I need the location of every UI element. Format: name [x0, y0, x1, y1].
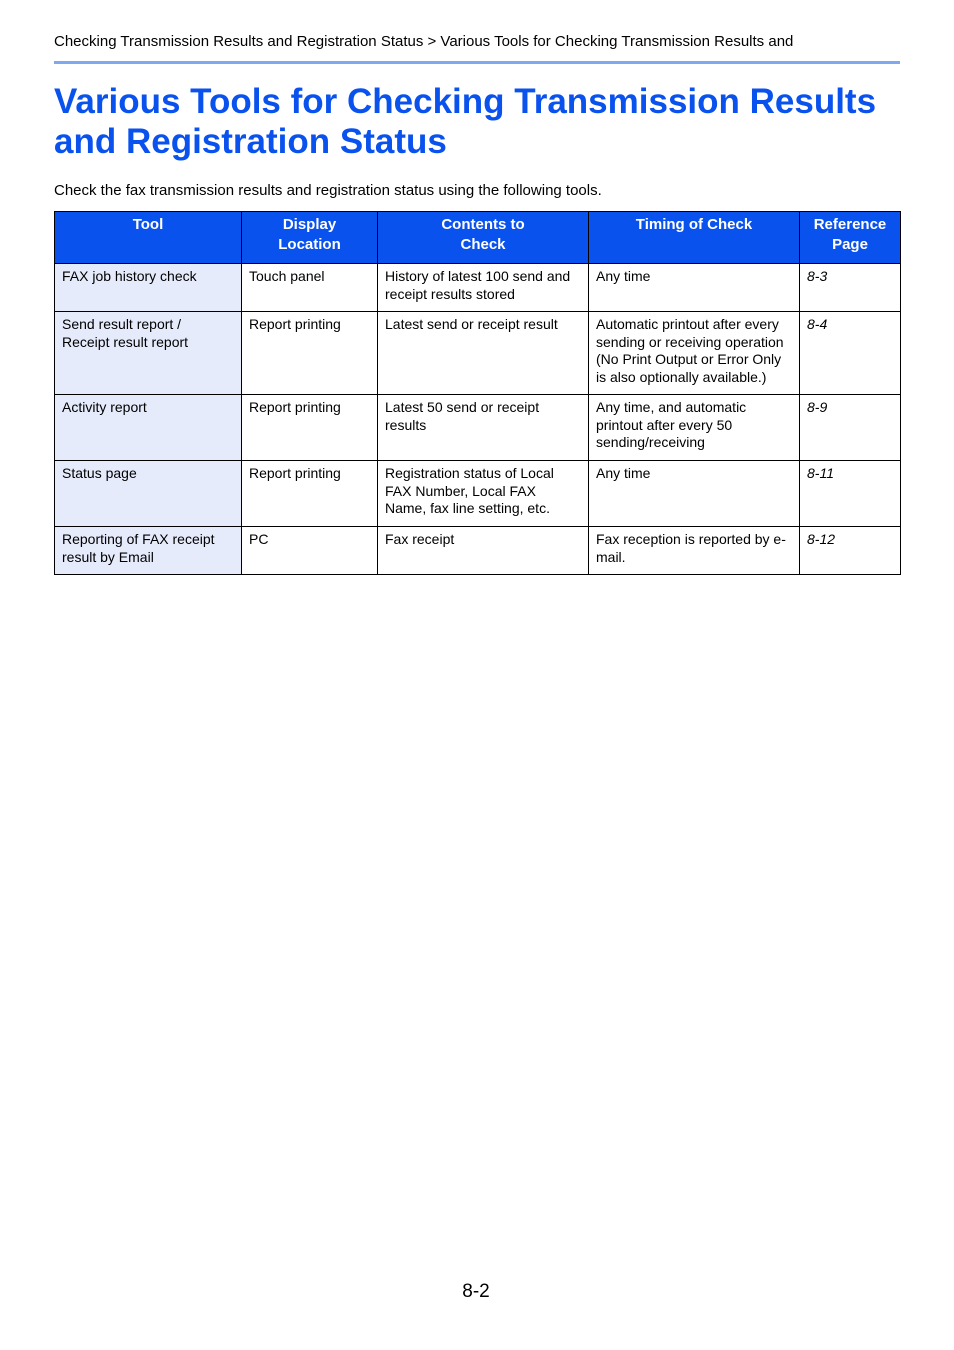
- timing-cell: [589, 461, 800, 527]
- column-header-tool-label: Tool: [132, 216, 164, 233]
- cell-line: Report printing: [249, 399, 341, 415]
- column-header-contents: [378, 212, 589, 264]
- header-divider: [54, 61, 900, 64]
- tool-cell: [55, 395, 242, 461]
- cell-line: Status page: [62, 465, 137, 481]
- cell-line: Activity report: [62, 399, 147, 415]
- cell-line: Receipt result report: [62, 333, 189, 350]
- cell-line: Any time, and automatic: [596, 399, 747, 415]
- cell-line: History of latest 100 send and: [385, 268, 571, 284]
- cell-line: Any time: [596, 465, 651, 481]
- location-cell: [242, 312, 378, 395]
- cell-line: Touch panel: [249, 268, 325, 284]
- location-cell: [242, 264, 378, 312]
- table-row: [55, 264, 901, 312]
- cell-line: Fax receipt: [385, 531, 455, 547]
- column-header-display-location-line-1: Display: [282, 216, 337, 233]
- table-header-row: [55, 212, 901, 264]
- location-cell: [242, 461, 378, 527]
- reference-link[interactable]: 8-3: [800, 264, 901, 312]
- cell-line: Automatic printout after every: [596, 316, 779, 332]
- column-header-reference: [800, 212, 901, 264]
- intro-text: Check the fax transmission results and registration status using the following tools.: [54, 182, 602, 199]
- cell-line: mail.: [596, 548, 626, 565]
- table-row: [55, 461, 901, 527]
- cell-line: Registration status of Local: [385, 465, 554, 481]
- location-cell: [242, 395, 378, 461]
- location-cell: [242, 527, 378, 575]
- table-row: [55, 527, 901, 575]
- column-header-contents-line-2: Check: [460, 236, 506, 253]
- tool-cell: [55, 264, 242, 312]
- reference-link[interactable]: 8-11: [800, 461, 901, 527]
- tool-cell: [55, 461, 242, 527]
- column-header-reference-line-2: Page: [832, 236, 868, 253]
- cell-line: Fax reception is reported by e-: [596, 531, 786, 547]
- contents-cell: [378, 461, 589, 527]
- cell-line: Report printing: [249, 465, 341, 481]
- page-title-line-1: Various Tools for Checking Transmission Results: [54, 82, 877, 121]
- cell-line: sending or receiving operation: [596, 333, 784, 350]
- cell-line: FAX job history check: [62, 268, 197, 284]
- page-title: [54, 82, 914, 162]
- cell-line: Report printing: [249, 316, 341, 332]
- timing-cell: [589, 312, 800, 395]
- contents-cell: [378, 527, 589, 575]
- table-row: [55, 395, 901, 461]
- tool-cell: [55, 312, 242, 395]
- cell-line: sending/receiving: [596, 434, 705, 450]
- cell-line: is also optionally available.): [596, 368, 767, 385]
- cell-line: Latest 50 send or receipt: [385, 399, 540, 415]
- timing-cell: [589, 527, 800, 575]
- cell-line: FAX Number, Local FAX: [385, 482, 536, 499]
- tool-cell: [55, 527, 242, 575]
- table-row: [55, 312, 901, 395]
- contents-cell: [378, 312, 589, 395]
- breadcrumb[interactable]: Checking Transmission Results and Registration Status > Various Tools for Checking Transmission Results and: [54, 33, 794, 50]
- page-title-line-2: and Registration Status: [54, 122, 447, 161]
- timing-cell: [589, 395, 800, 461]
- contents-cell: [378, 395, 589, 461]
- reference-link[interactable]: 8-9: [800, 395, 901, 461]
- column-header-tool: [55, 212, 242, 264]
- cell-line: Latest send or receipt result: [385, 316, 558, 332]
- column-header-timing-label: Timing of Check: [635, 216, 753, 233]
- reference-link[interactable]: 8-12: [800, 527, 901, 575]
- contents-cell: [378, 264, 589, 312]
- column-header-display-location-line-2: Location: [278, 236, 341, 253]
- cell-line: PC: [249, 531, 269, 547]
- reference-link[interactable]: 8-4: [800, 312, 901, 395]
- tools-table: [54, 211, 901, 575]
- cell-line: receipt results stored: [385, 285, 515, 302]
- column-header-contents-line-1: Contents to: [441, 216, 525, 233]
- cell-line: (No Print Output or Error Only: [596, 351, 782, 367]
- cell-line: Reporting of FAX receipt: [62, 531, 215, 547]
- column-header-display-location: [242, 212, 378, 264]
- cell-line: printout after every 50: [596, 416, 733, 433]
- cell-line: Any time: [596, 268, 651, 284]
- cell-line: results: [385, 416, 427, 433]
- column-header-timing: [589, 212, 800, 264]
- timing-cell: [589, 264, 800, 312]
- cell-line: Send result report /: [62, 316, 182, 332]
- cell-line: Name, fax line setting, etc.: [385, 500, 550, 516]
- page-number: 8-2: [462, 1281, 490, 1302]
- column-header-reference-line-1: Reference: [813, 216, 887, 233]
- cell-line: result by Email: [62, 548, 154, 565]
